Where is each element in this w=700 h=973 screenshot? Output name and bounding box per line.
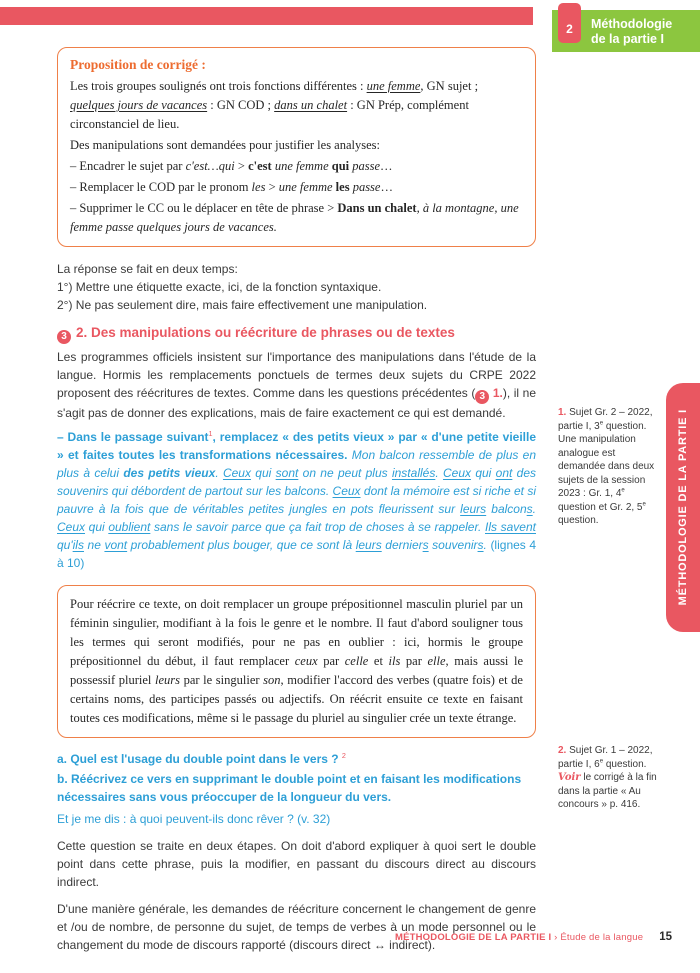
exercise-questions [57, 750, 536, 828]
text-segment: installés [391, 466, 436, 480]
text-segment: ont [495, 466, 513, 480]
text-segment: Ceux [442, 466, 471, 480]
paragraph: – Encadrer le sujet par c'est…qui > c'est une femme qui passe… [70, 159, 393, 173]
text-segment: c'est…qui [185, 159, 235, 173]
top-red-bar [0, 7, 533, 25]
corrige-box-1 [57, 47, 536, 247]
text-segment: ils [72, 538, 84, 552]
text-segment: passe [352, 180, 381, 194]
chapter-title: Méthodologie de la partie I [591, 17, 673, 46]
text-segment: leurs [460, 502, 487, 516]
section-side-tab [666, 383, 700, 632]
text-segment: oublient [108, 520, 151, 534]
answer-steps [57, 260, 536, 314]
paragraph: – Remplacer le COD par le pronom les > une femme les passe… [70, 180, 393, 194]
text-segment: sont [275, 466, 299, 480]
step-item: 1°) Mettre une étiquette exacte, ici, de la fonction syntaxique. [57, 280, 382, 294]
question-a [57, 750, 536, 768]
text-segment: , à la montagne, une femme passe quelques jours de vacances. [70, 201, 519, 234]
step-item: 2°) Ne pas seulement dire, mais faire effectivement une manipulation. [57, 298, 428, 312]
text-segment: son [263, 673, 281, 687]
text-segment: s [526, 502, 533, 516]
text-segment: souvenir [428, 538, 478, 552]
text-segment: sans le savoir parce que ça fait trop de choses à se rappeler. [150, 520, 485, 534]
text-segment: leurs [154, 673, 180, 687]
paragraph: Cette question se traite en deux étapes. On doit d'abord expliquer à quoi sert le double point dans cette phrase, puis la modifier, en passant du discours direct au discours indirect. [57, 839, 536, 889]
paragraph: D'une manière générale, les demandes de réécriture concernent le changement de genre et /ou de nombre, de personne du sujet, de temps de verbes à un mode personnel ou le changement du mode de discours rapporté (discours direct ↔ indirect). [57, 902, 536, 952]
text-segment: elle [427, 654, 446, 668]
text-segment: a. Quel est l'usage du double point dans le vers ? [57, 752, 342, 766]
paragraph: Les trois groupes soulignés ont trois fonctions différentes : une femme, GN sujet ; quelques jours de vacances : GN COD ; dans un chalet : GN Prép, complément circonstanciel de lieu. [70, 79, 479, 131]
paragraph: – Supprimer le CC ou le déplacer en tête de phrase > Dans un chalet, à la montagne, une femme passe quelques jours de vacances. [70, 201, 519, 234]
text-segment: b. Réécrivez ce vers en supprimant le double point et en faisant les modifications nécessaires sans vous préoccuper de la longueur du vers. [57, 772, 522, 804]
text-segment: qui [471, 466, 496, 480]
text-segment: une femme [366, 79, 421, 93]
text-segment: c'est [248, 159, 272, 173]
exercise-passage: – Dans le passage suivant$^1$, remplacez « des petits vieux » par « d'une petite vieille » et faites toutes les transformations nécessaires. Mon balcon ressemble de plus en plus à celui des petits vieux. Ceux qui sont on ne peut plus installés. Ceux qui ont des souvenirs qui débordent de partout sur les balcons. Ceux dont la mémoire est si riche et si pauvre à la fois que de véritables petites jungles en pots fleurissent sur leurs balcons. Ceux qui oublient sans le savoir parce que ça fait trop de choses à se rappeler. Ils savent qu'ils ne vont probablement plus bouger, que ce sont là leurs derniers souvenirs. (lignes 4 à 10) [57, 429, 537, 570]
text-segment: s [422, 538, 429, 552]
text-segment: 1. [558, 407, 567, 418]
text-segment: ceux [294, 654, 318, 668]
paragraph: Des manipulations sont demandées pour justifier les analyses: [70, 138, 381, 152]
chapter-number-tab [558, 3, 581, 43]
text-segment: passe [352, 159, 381, 173]
corrige-box-2 [57, 585, 536, 738]
page-footer [0, 931, 700, 943]
verse-line: Et je me dis : à quoi peuvent-ils donc rêver ? (v. 32) [57, 812, 331, 826]
text-segment: probablement plus bouger, que ce sont là [127, 538, 356, 552]
text-segment: Ceux [332, 484, 361, 498]
text-segment: dans un chalet [274, 98, 348, 112]
text-segment: une femme [274, 159, 329, 173]
main-column [57, 47, 536, 954]
circled-number-icon: 3 [57, 330, 71, 344]
text-segment: dernier [381, 538, 423, 552]
text-segment: Ceux [57, 520, 86, 534]
text-segment: ne [83, 538, 105, 552]
breadcrumb: MÉTHODOLOGIE DE LA PARTIE I › Étude de la langue [394, 932, 644, 943]
text-segment: des souvenirs qui débordent de partout sur les balcons. [57, 466, 537, 498]
circled-number-icon: 3 [475, 390, 489, 404]
text-segment: 2 [341, 751, 346, 760]
text-segment: Dans un chalet [337, 201, 417, 215]
side-tab-label: MÉTHODOLOGIE DE LA PARTIE I [677, 409, 689, 606]
text-segment: 2. [558, 745, 567, 756]
paragraph: Pour réécrire ce texte, on doit remplacer un groupe prépositionnel masculin pluriel par un féminin singulier, modifiant à la fois le genre et le nombre. Il faut d'abord souligner tous les termes qui seront modifiés, pour ne pas en oublier : ici, hormis le groupe prépositionnel du début, il faut remplacer ceux par celle et ils par elle, mais aussi le possessif pluriel leurs par le singulier son, modifier l'accord des verbes (quatre fois) et de certains noms, des participes passés ou adjectifs. On réécrit ensuite ce texte en faisant toutes ces modifications, même si le passage du pluriel au singulier crée un texte étrange. [70, 597, 523, 725]
text-segment: e [621, 487, 625, 494]
text-segment: dont la mémoire est si riche et si pauvre à la fois que de véritables petites jungles en pots fleurissent sur [57, 484, 536, 516]
text-segment: qui [250, 466, 276, 480]
text-segment: une femme [278, 180, 333, 194]
text-segment: balcon [486, 502, 527, 516]
text-segment: leurs [355, 538, 382, 552]
text-segment: les [335, 180, 350, 194]
text-segment: des petits vieux [123, 466, 216, 480]
question-b [57, 770, 536, 806]
text-segment: on ne peut plus [298, 466, 392, 480]
text-segment: Ils savent [485, 520, 536, 534]
text-segment: . [215, 466, 223, 480]
text-segment: ils [388, 654, 401, 668]
text-segment: Voir [558, 772, 581, 783]
chapter-number: 2 [566, 22, 573, 36]
text-segment: celle [344, 654, 369, 668]
text-segment: 1. [489, 386, 503, 400]
page-number: 15 [659, 931, 672, 943]
text-segment: . [532, 502, 536, 516]
text-segment: s [477, 538, 484, 552]
margin-note-2: 2. Sujet Gr. 1 – 2022, partie I, 6e question. Voir le corrigé à la fin dans la partie « Au concours » p. 416. [558, 745, 657, 810]
corrige-box-title: Proposition de corrigé : [70, 57, 206, 72]
text-segment: e [599, 758, 604, 765]
paragraph: Les programmes officiels insistent sur l'importance des manipulations dans l'étude de la langue. Hormis les remplacements ponctuels de termes deux sujets du CRPE 2022 proposent des réécritures de textes. Comme dans les questions précédentes ( 3 1.), il ne s'agit pas de donner des explications, mais de faire exactement ce qui est demandé. [57, 350, 536, 420]
text-segment: e [599, 420, 604, 427]
text-segment: qui [331, 159, 350, 173]
text-segment: Ceux [222, 466, 251, 480]
text-segment: , remplacez « des petits vieux » par « d'une petite vieille » et faites toutes les transformations nécessaires. [57, 430, 537, 462]
text-segment: quelques jours de vacances [70, 98, 208, 112]
text-segment: vont [104, 538, 128, 552]
section-heading: 3 2. Des manipulations ou réécriture de phrases ou de textes [57, 323, 536, 344]
text-segment: . [483, 538, 491, 552]
text-segment: les [251, 180, 266, 194]
steps-intro: La réponse se fait en deux temps: [57, 262, 238, 276]
text-segment: e [642, 501, 646, 508]
text-segment: . [435, 466, 443, 480]
text-segment: qu' [57, 538, 73, 552]
text-segment: qui [85, 520, 109, 534]
text-segment: Mon balcon ressemble de plus en plus à celui [57, 448, 536, 480]
text-segment: – Dans le passage suivant [57, 430, 209, 444]
margin-note-1: 1. Sujet Gr. 2 – 2022, partie I, 3e question. Une manipulation analogue est demandée dans deux sujets de la session 2023 : Gr. 1, 4e question et Gr. 2, 5e question. [558, 407, 655, 526]
text-segment: 1 [208, 429, 213, 438]
